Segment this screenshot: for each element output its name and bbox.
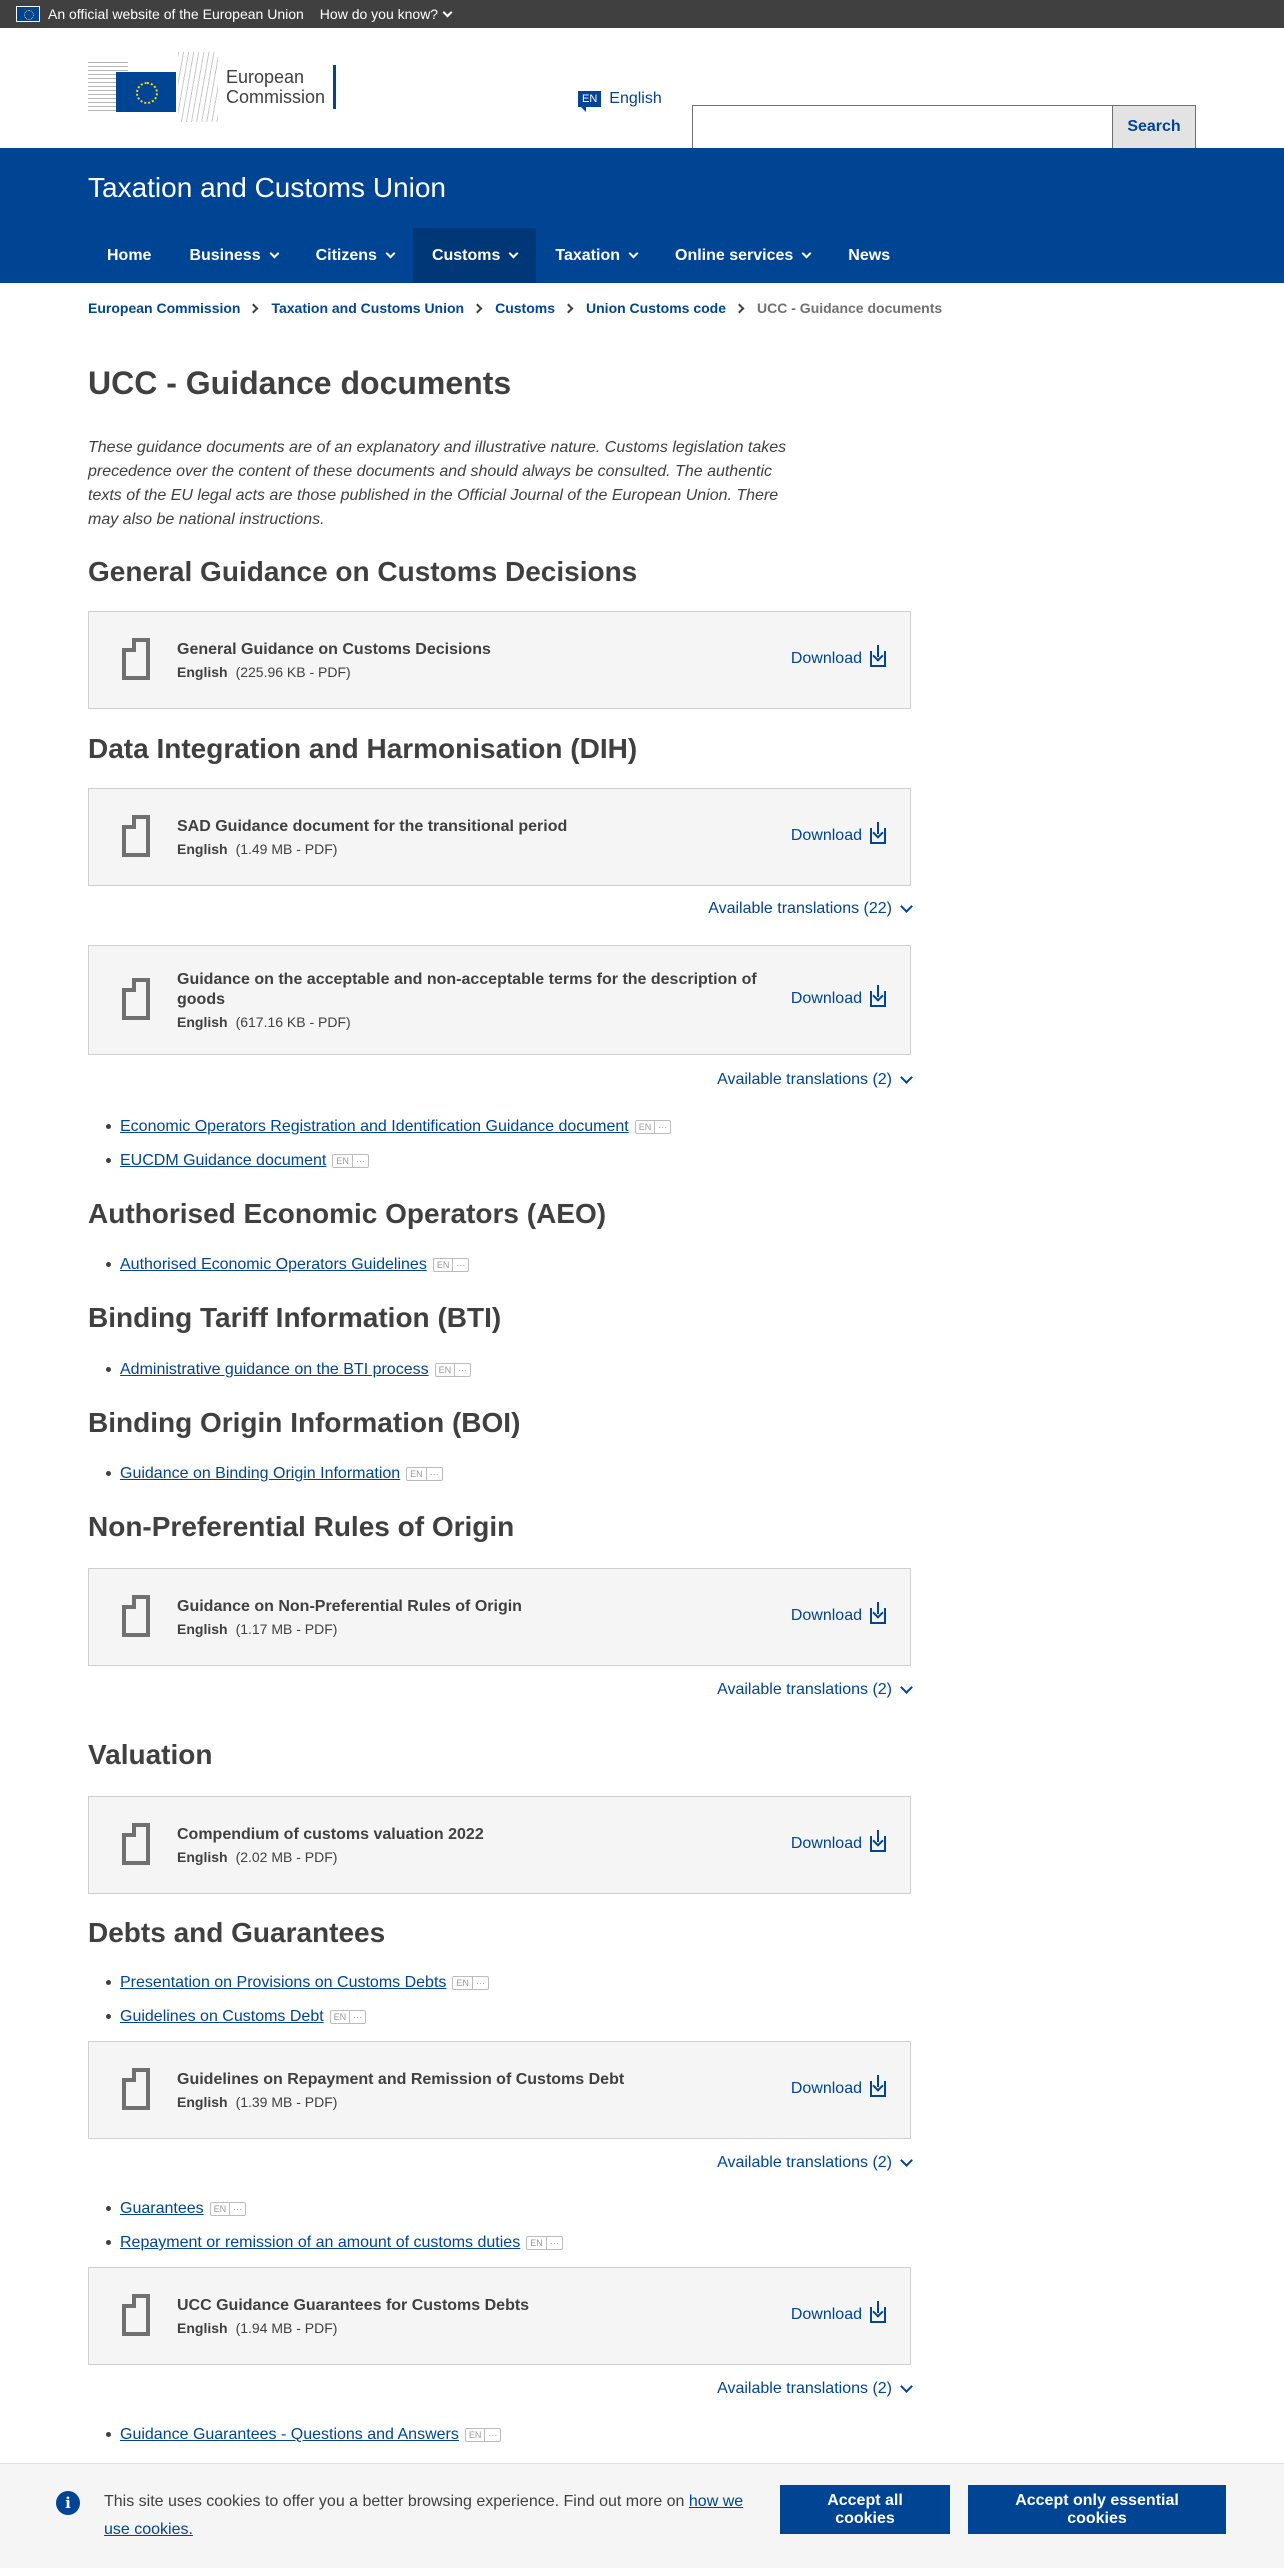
list-item — [120, 2226, 563, 2260]
language-tag — [452, 1976, 489, 1990]
chevron-right-icon — [735, 303, 745, 313]
nav-label: Customs — [431, 246, 501, 264]
document-link[interactable]: Repayment or remission of an amount of customs duties — [120, 2234, 521, 2251]
translations-label: Available translations (2) — [717, 2380, 892, 2397]
chevron-down-icon — [900, 1681, 913, 1694]
section-heading-dih: Data Integration and Harmonisation (DIH) — [88, 733, 638, 764]
file-item — [88, 788, 911, 886]
file-size: (617.16 KB - PDF) — [235, 1014, 351, 1030]
breadcrumb-link[interactable]: Union Customs code — [586, 300, 727, 316]
download-link[interactable] — [791, 650, 886, 668]
document-icon — [122, 815, 150, 857]
page-title: UCC - Guidance documents — [88, 365, 512, 401]
document-link[interactable]: Guidelines on Customs Debt — [120, 2008, 324, 2025]
nav-label: Online services — [675, 246, 794, 264]
document-icon — [122, 1823, 150, 1865]
document-link[interactable]: Authorised Economic Operators Guidelines — [120, 1256, 427, 1273]
search-input[interactable] — [692, 105, 1112, 149]
chevron-right-icon — [564, 303, 574, 313]
document-link[interactable]: Guidance Guarantees - Questions and Answers — [120, 2426, 459, 2443]
document-link[interactable]: Presentation on Provisions on Customs Debts — [120, 1974, 447, 1991]
chevron-down-icon — [385, 249, 395, 259]
info-icon: i — [56, 2491, 80, 2515]
file-language: English — [177, 1621, 228, 1637]
cookie-banner — [0, 2463, 1284, 2568]
site-name[interactable]: Taxation and Customs Union — [88, 172, 446, 203]
tag-lang: EN — [436, 1260, 450, 1270]
language-label: English — [609, 90, 662, 107]
document-icon — [122, 978, 150, 1020]
available-translations-toggle[interactable] — [717, 1071, 911, 1089]
file-language: English — [177, 1849, 228, 1865]
language-tag — [526, 2236, 563, 2250]
file-meta — [177, 1849, 337, 1865]
language-selector[interactable] — [578, 90, 662, 108]
tag-more: ··· — [484, 2429, 497, 2441]
list-item — [120, 1248, 469, 1282]
language-tag — [465, 2428, 502, 2442]
nav-item-home[interactable] — [88, 228, 170, 283]
list-item — [120, 2000, 489, 2034]
download-link[interactable] — [791, 827, 886, 845]
nav-label: Taxation — [555, 246, 620, 264]
how-do-you-know-link[interactable] — [320, 6, 451, 22]
document-link[interactable]: Guarantees — [120, 2200, 204, 2217]
breadcrumb-link[interactable]: Taxation and Customs Union — [271, 300, 465, 316]
link-list — [120, 1966, 489, 2034]
download-icon — [870, 828, 886, 844]
chevron-down-icon — [509, 249, 519, 259]
list-item — [120, 1966, 489, 2000]
language-tag — [433, 1258, 470, 1272]
ec-logo[interactable] — [88, 52, 336, 122]
file-language: English — [177, 841, 228, 857]
chevron-down-icon — [629, 249, 639, 259]
available-translations-toggle[interactable] — [717, 2380, 911, 2398]
file-language: English — [177, 1014, 228, 1030]
nav-item-citizens[interactable] — [297, 228, 413, 283]
document-link[interactable]: Administrative guidance on the BTI process — [120, 1361, 429, 1378]
cookie-policy-link[interactable]: how we use cookies. — [104, 2493, 744, 2538]
chevron-down-icon — [443, 7, 453, 17]
section-heading-boi: Binding Origin Information (BOI) — [88, 1407, 521, 1438]
language-tag — [330, 2010, 367, 2024]
how-do-you-know-label: How do you know? — [319, 6, 439, 22]
download-label: Download — [790, 1835, 862, 1852]
download-icon — [870, 651, 886, 667]
ec-logo-text — [218, 65, 336, 109]
breadcrumb-link[interactable]: Customs — [495, 300, 556, 316]
breadcrumb-link[interactable]: European Commission — [88, 300, 241, 316]
document-link[interactable]: EUCDM Guidance document — [120, 1152, 327, 1169]
tag-more: ··· — [472, 1977, 485, 1989]
tag-more: ··· — [229, 2203, 242, 2215]
site-header — [0, 28, 1284, 148]
search-form — [692, 105, 1196, 149]
file-language: English — [177, 664, 228, 680]
download-label: Download — [790, 990, 862, 1007]
file-meta — [177, 841, 337, 857]
translations-label: Available translations (2) — [717, 1071, 892, 1088]
cookie-message: This site uses cookies to offer you a better browsing experience. Find out more on — [104, 2493, 689, 2510]
file-item — [88, 611, 911, 709]
download-label: Download — [790, 1607, 862, 1624]
section-heading-valuation: Valuation — [88, 1739, 213, 1770]
file-title: SAD Guidance document for the transitional period — [177, 818, 568, 835]
translations-label: Available translations (2) — [717, 2154, 892, 2171]
chevron-down-icon — [802, 249, 812, 259]
download-link[interactable] — [791, 2306, 886, 2324]
language-tag — [406, 1467, 443, 1481]
document-icon — [122, 2294, 150, 2336]
nav-item-taxation[interactable] — [536, 228, 656, 283]
tag-lang: EN — [213, 2204, 227, 2214]
chevron-right-icon — [249, 303, 259, 313]
nav-label: Home — [107, 246, 152, 264]
breadcrumb-current: UCC - Guidance documents — [757, 300, 943, 316]
site-band — [0, 148, 1284, 283]
tag-more: ··· — [352, 1155, 365, 1167]
tag-lang: EN — [336, 1156, 349, 1166]
tag-lang: EN — [333, 2012, 347, 2022]
file-size: (1.94 MB - PDF) — [235, 2320, 338, 2336]
chevron-down-icon — [900, 2380, 913, 2393]
file-item — [88, 2041, 911, 2139]
link-list — [120, 1110, 671, 1178]
accept-essential-cookies-button[interactable]: Accept only essential cookies — [968, 2485, 1226, 2534]
nav-label: Citizens — [315, 246, 377, 264]
chevron-down-icon — [269, 249, 279, 259]
file-meta — [177, 664, 351, 680]
download-label: Download — [790, 2306, 862, 2323]
chevron-right-icon — [473, 303, 483, 313]
search-button[interactable]: Search — [1112, 105, 1196, 149]
section-heading-aeo: Authorised Economic Operators (AEO) — [88, 1198, 607, 1229]
document-icon — [122, 638, 150, 680]
file-size: (1.17 MB - PDF) — [235, 1621, 338, 1637]
file-item — [88, 1568, 911, 1666]
tag-lang: EN — [468, 2430, 482, 2440]
link-list — [120, 2192, 563, 2260]
tag-more: ··· — [452, 1259, 465, 1271]
nav-item-online-services[interactable] — [656, 228, 829, 283]
list-item — [120, 1110, 671, 1144]
download-label: Download — [790, 2080, 862, 2097]
document-icon — [122, 2068, 150, 2110]
tag-lang: EN — [638, 1122, 652, 1132]
document-icon — [122, 1595, 150, 1637]
document-link[interactable]: Guidance on Binding Origin Information — [120, 1465, 401, 1482]
tag-more: ··· — [426, 1468, 439, 1480]
file-title: General Guidance on Customs Decisions — [177, 641, 491, 658]
logo-line1: European — [226, 67, 305, 87]
file-title: Compendium of customs valuation 2022 — [177, 1826, 484, 1843]
language-tag — [435, 1363, 472, 1377]
logo-line2: Commission — [226, 87, 326, 107]
file-size: (1.39 MB - PDF) — [235, 2094, 338, 2110]
tag-more: ··· — [546, 2237, 559, 2249]
download-link[interactable] — [791, 2080, 886, 2098]
file-size: (2.02 MB - PDF) — [235, 1849, 338, 1865]
chevron-down-icon — [900, 1071, 913, 1084]
download-icon — [870, 2307, 886, 2323]
file-language: English — [177, 2320, 228, 2336]
download-link[interactable] — [791, 1607, 886, 1625]
nav-label: Business — [189, 246, 261, 264]
file-item — [88, 2267, 911, 2365]
file-meta — [177, 2320, 337, 2336]
tag-lang: EN — [456, 1978, 469, 1988]
list-item — [120, 1353, 471, 1387]
available-translations-toggle[interactable] — [717, 2154, 911, 2172]
nav-item-news[interactable] — [829, 228, 909, 283]
file-title: Guidance on Non-Preferential Rules of Origin — [177, 1598, 522, 1615]
language-tag — [635, 1120, 672, 1134]
file-meta — [177, 1621, 337, 1637]
download-label: Download — [790, 827, 862, 844]
section-heading-general: General Guidance on Customs Decisions — [88, 556, 638, 587]
tag-lang: EN — [438, 1365, 452, 1375]
ec-logo-mark — [88, 52, 218, 122]
link-list — [120, 1457, 443, 1491]
nav-label: News — [848, 246, 891, 264]
chevron-down-icon — [900, 900, 913, 913]
breadcrumb — [88, 300, 942, 316]
list-item — [120, 2192, 563, 2226]
tag-lang: EN — [530, 2238, 543, 2248]
list-item — [120, 2418, 501, 2452]
file-title: Guidelines on Repayment and Remission of Customs Debt — [177, 2071, 625, 2088]
download-icon — [870, 1608, 886, 1624]
file-size: (1.49 MB - PDF) — [235, 841, 338, 857]
file-size: (225.96 KB - PDF) — [235, 664, 351, 680]
accept-all-cookies-button[interactable]: Accept all cookies — [780, 2485, 950, 2534]
tag-lang: EN — [410, 1469, 423, 1479]
translations-label: Available translations (22) — [708, 900, 892, 917]
translations-label: Available translations (2) — [717, 1681, 892, 1698]
available-translations-toggle[interactable] — [708, 900, 911, 918]
download-link[interactable] — [791, 990, 886, 1008]
list-item — [120, 1144, 671, 1178]
document-link[interactable]: Economic Operators Registration and Identification Guidance document — [120, 1118, 629, 1135]
page-intro: These guidance documents are of an explanatory and illustrative nature. Customs legislation takes precedence over the content of these documents and should always be consulted. The authentic texts of the EU legal acts are those published in the Official Journal of the European Union. There may also be national instructions. — [88, 439, 787, 528]
globan-text: An official website of the European Union — [48, 6, 304, 22]
file-item — [88, 945, 911, 1055]
file-title: UCC Guidance Guarantees for Customs Debts — [177, 2297, 530, 2314]
file-meta — [177, 1014, 351, 1030]
download-icon — [870, 991, 886, 1007]
tag-more: ··· — [654, 1121, 667, 1133]
chevron-down-icon — [900, 2154, 913, 2167]
eu-flag-icon — [116, 72, 176, 112]
download-label: Download — [790, 650, 862, 667]
link-list — [120, 1248, 469, 1282]
file-title: Guidance on the acceptable and non-acceptable terms for the description of goods — [177, 971, 757, 1008]
tag-more: ··· — [349, 2011, 362, 2023]
section-heading-bti: Binding Tariff Information (BTI) — [88, 1302, 502, 1333]
tag-more: ··· — [454, 1364, 467, 1376]
language-tag — [210, 2202, 247, 2216]
download-icon — [870, 1836, 886, 1852]
list-item — [120, 1457, 443, 1491]
main-nav — [88, 228, 909, 283]
available-translations-toggle[interactable] — [717, 1681, 911, 1699]
link-list — [120, 2418, 501, 2452]
cookie-text — [104, 2488, 754, 2544]
eu-global-banner — [0, 0, 1284, 28]
file-language: English — [177, 2094, 228, 2110]
nav-item-business[interactable] — [170, 228, 296, 283]
link-list — [120, 1353, 471, 1387]
language-tag — [332, 1154, 369, 1168]
download-icon — [870, 2081, 886, 2097]
nav-item-customs[interactable] — [413, 228, 536, 283]
download-link[interactable] — [791, 1835, 886, 1853]
language-code-icon: EN — [578, 91, 601, 107]
file-meta — [177, 2094, 337, 2110]
section-heading-npro: Non-Preferential Rules of Origin — [88, 1511, 515, 1542]
section-heading-debts: Debts and Guarantees — [88, 1917, 386, 1948]
file-item — [88, 1796, 911, 1894]
eu-flag-icon — [16, 6, 40, 22]
